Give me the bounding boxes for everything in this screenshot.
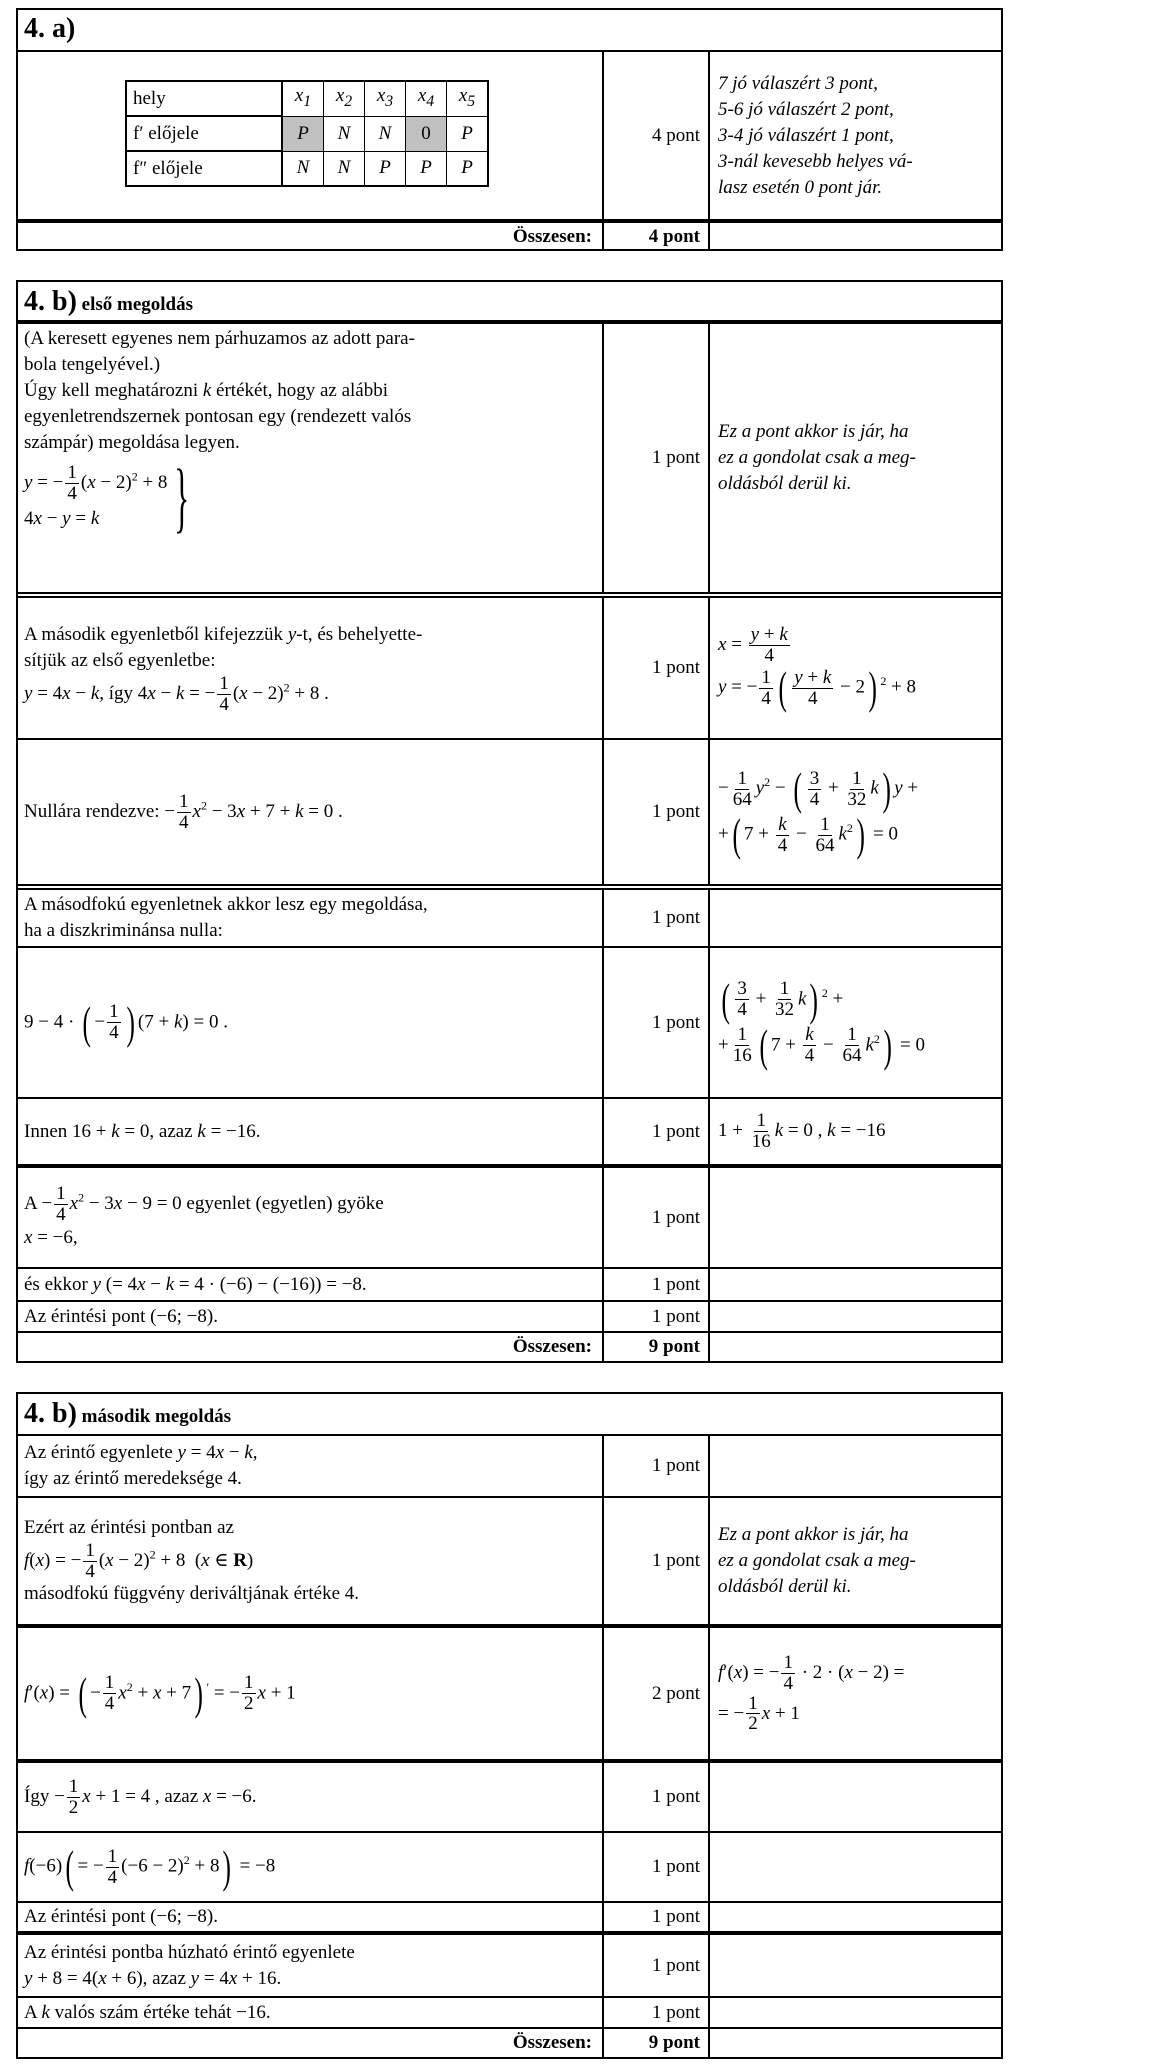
note-cell bbox=[710, 948, 1001, 1097]
points-cell: 1 pont bbox=[602, 740, 710, 884]
solution-cell bbox=[18, 1763, 602, 1831]
note-cell bbox=[710, 1833, 1001, 1901]
text-line: ha a diszkriminánsa nulla: bbox=[24, 920, 223, 941]
sign-cell: P bbox=[447, 116, 489, 151]
note-line: 5-6 jó válaszért 2 pont, bbox=[718, 98, 894, 120]
sign-cell: P bbox=[365, 151, 406, 186]
note-cell bbox=[710, 52, 1001, 219]
table-row bbox=[18, 1833, 1001, 1903]
section-title: 4. a) bbox=[24, 13, 76, 44]
equation-system bbox=[24, 453, 596, 540]
text-line: f(x) = − $\frac{1}{4}$ $(x - 2)^2 + 8$ (x ∈ R) bbox=[24, 1539, 254, 1582]
note-cell bbox=[710, 1628, 1001, 1759]
note-line: oldásból derül ki. bbox=[718, 1576, 852, 1597]
table-row bbox=[18, 740, 1001, 890]
note-cell bbox=[710, 1269, 1001, 1300]
row-label: f″ előjele bbox=[126, 151, 282, 186]
solution-cell bbox=[18, 1498, 602, 1624]
note-line: 7 jó válaszért 3 pont, bbox=[718, 72, 878, 94]
table-row bbox=[18, 1903, 1001, 1935]
sign-table-row bbox=[126, 116, 488, 151]
note-cell bbox=[710, 324, 1001, 592]
note-line: Ez a pont akkor is jár, ha bbox=[718, 421, 909, 442]
text-line: A másodfokú egyenletnek akkor lesz egy megoldása, bbox=[24, 894, 428, 915]
text-line: Az érintő egyenlete y = 4x − k, bbox=[24, 1442, 258, 1463]
note-equation: f′(x) = − $\frac{1}{4}$ · 2 · (x − 2) = bbox=[718, 1651, 905, 1694]
total-points: 9 pont bbox=[602, 1333, 710, 1361]
table-row bbox=[18, 598, 1001, 740]
note-line: 3-4 jó válaszért 1 pont, bbox=[718, 124, 894, 146]
note-line: 3-nál kevesebb helyes vá- bbox=[718, 150, 913, 172]
points-cell: 4 pont bbox=[602, 52, 710, 219]
note-cell bbox=[710, 1302, 1001, 1331]
note-line: oldásból derül ki. bbox=[718, 473, 852, 494]
note-cell bbox=[710, 890, 1001, 946]
points-cell: 1 pont bbox=[602, 1099, 710, 1164]
solution-cell bbox=[18, 52, 602, 219]
sign-cell: P bbox=[282, 116, 324, 151]
sign-table-row bbox=[126, 151, 488, 186]
sign-cell: P bbox=[447, 151, 489, 186]
text-line: Úgy kell meghatározni k értékét, hogy az alábbi bbox=[24, 380, 389, 401]
points-cell: 1 pont bbox=[602, 1436, 710, 1496]
solution-cell bbox=[18, 1302, 602, 1331]
row-label: f′ előjele bbox=[126, 116, 282, 151]
table-row bbox=[18, 948, 1001, 1099]
text-line: f(−6)( = − $\frac{1}{4}$ $(-6 - 2)^2 + 8) = -8$ bbox=[24, 1841, 276, 1892]
note-equation: + $\frac{1}{16}$ ( 7 + $\frac{k}{4}$ − $\frac{1}{64}$ $k^2) = 0$ bbox=[718, 1019, 925, 1071]
sign-table-header: $x_2$ bbox=[324, 81, 365, 116]
table-row bbox=[18, 1436, 1001, 1498]
note-cell bbox=[710, 1998, 1001, 2027]
section-subtitle: első megoldás bbox=[81, 294, 194, 315]
note-cell bbox=[710, 1168, 1001, 1267]
solution-cell bbox=[18, 324, 602, 592]
points-cell: 1 pont bbox=[602, 1269, 710, 1300]
equation: 4x − y = k bbox=[24, 508, 100, 530]
note-equation: x = $\frac{y + k}{4}$ bbox=[718, 623, 788, 666]
points-cell: 1 pont bbox=[602, 1833, 710, 1901]
total-row bbox=[18, 1333, 1001, 1361]
text-line: számpár) megoldása legyen. bbox=[24, 432, 240, 453]
sign-cell: N bbox=[324, 116, 365, 151]
solution-cell bbox=[18, 1903, 602, 1931]
text-line: A − $\frac{1}{4}$ $x^2 - 3x - 9 = 0$ egyenlet (egyetlen) gyöke bbox=[24, 1183, 384, 1225]
note-equation: 1 + $\frac{1}{16}$ k = 0 , k = −16 bbox=[718, 1110, 886, 1152]
brace-icon: } bbox=[174, 453, 190, 540]
text-line: Innen 16 + k = 0, azaz k = −16. bbox=[24, 1120, 261, 1142]
note-equation: +( 7 + $\frac{k}{4}$ − $\frac{1}{64}$ $k^2) = 0$ bbox=[718, 809, 898, 860]
table-row bbox=[18, 1269, 1001, 1302]
points-cell: 1 pont bbox=[602, 1168, 710, 1267]
points-cell: 1 pont bbox=[602, 1903, 710, 1931]
section-header bbox=[18, 1394, 1001, 1436]
points-cell: 1 pont bbox=[602, 1763, 710, 1831]
note-cell bbox=[710, 223, 1001, 251]
sign-table-header: $x_3$ bbox=[365, 81, 406, 116]
sign-cell: N bbox=[282, 151, 324, 186]
text-line: egyenletrendszernek pontosan egy (rendezett valós bbox=[24, 406, 412, 427]
sign-table-header: $x_5$ bbox=[447, 81, 489, 116]
text-line: x = −6, bbox=[24, 1226, 78, 1248]
solution-cell bbox=[18, 1168, 602, 1267]
points-cell: 1 pont bbox=[602, 1498, 710, 1624]
section-4a bbox=[16, 8, 1003, 251]
note-cell bbox=[710, 740, 1001, 884]
text-line: és ekkor y (= 4x − k = 4 · (−6) − (−16)) = −8. bbox=[24, 1273, 367, 1295]
table-row bbox=[18, 1099, 1001, 1168]
text-line: másodfokú függvény deriváltjának értéke 4. bbox=[24, 1583, 360, 1605]
section-4b-first bbox=[16, 280, 1003, 1363]
sign-cell: N bbox=[365, 116, 406, 151]
note-cell bbox=[710, 1333, 1001, 1361]
sign-table-header: $x_1$ bbox=[282, 81, 324, 116]
section-4b-second bbox=[16, 1392, 1003, 2059]
note-line: lasz esetén 0 pont jár. bbox=[718, 176, 883, 198]
solution-cell bbox=[18, 1935, 602, 1996]
solution-cell bbox=[18, 1269, 602, 1300]
total-label: Összesen: bbox=[512, 226, 592, 247]
text-line: y + 8 = 4(x + 6), azaz y = 4x + 16. bbox=[24, 1967, 282, 1989]
sign-cell: N bbox=[324, 151, 365, 186]
section-subtitle: második megoldás bbox=[81, 1406, 232, 1427]
table-row bbox=[18, 1628, 1001, 1763]
solution-cell bbox=[18, 1628, 602, 1759]
text-line: így az érintő meredeksége 4. bbox=[24, 1468, 242, 1489]
section-header bbox=[18, 282, 1001, 324]
text-line: f′(x) = ( − $\frac{1}{4}$ $x^2 + x + 7$) ′ = − $\frac{1}{2}$ x + 1 bbox=[24, 1667, 296, 1719]
points-cell: 1 pont bbox=[602, 598, 710, 738]
text-line: Így − $\frac{1}{2}$ x + 1 = 4 , azaz x = −6. bbox=[24, 1775, 257, 1818]
note-cell bbox=[710, 1436, 1001, 1496]
section-header bbox=[18, 10, 1001, 52]
solution-cell bbox=[18, 1436, 602, 1496]
text-line: Nullára rendezve: − $\frac{1}{4}$ $x^2 - 3x + 7 + k = 0$ . bbox=[24, 790, 343, 833]
points-cell: 1 pont bbox=[602, 324, 710, 592]
solution-cell bbox=[18, 598, 602, 738]
solution-cell bbox=[18, 948, 602, 1097]
note-cell bbox=[710, 1903, 1001, 1931]
table-row bbox=[18, 1935, 1001, 1998]
note-equation: y = − $\frac{1}{4}$ ( $\frac{y + k}{4}$ − 2) $^2$ + 8 bbox=[718, 662, 917, 714]
table-row bbox=[18, 1302, 1001, 1333]
sign-table-header: hely bbox=[126, 81, 282, 116]
solution-cell bbox=[18, 1099, 602, 1164]
total-label: Összesen: bbox=[512, 1336, 592, 1357]
note-cell bbox=[710, 1099, 1001, 1164]
text-line: 9 − 4 · ( − $\frac{1}{4}$ ) (7 + k) = 0 . bbox=[24, 996, 228, 1048]
note-line: Ez a pont akkor is jár, ha bbox=[718, 1524, 909, 1545]
text-line: sítjük az első egyenletbe: bbox=[24, 649, 216, 671]
points-cell: 1 pont bbox=[602, 948, 710, 1097]
sign-cell: P bbox=[406, 151, 447, 186]
sign-table-header-row bbox=[126, 81, 488, 116]
section-title: 4. b) bbox=[24, 1398, 77, 1429]
text-line: y = 4x − k, így 4x − k = − $\frac{1}{4}$ $(x - 2)^2 + 8$ . bbox=[24, 672, 329, 715]
solution-cell bbox=[18, 890, 602, 946]
points-cell: 1 pont bbox=[602, 1935, 710, 1996]
table-row bbox=[18, 1763, 1001, 1833]
note-equation: ( $\frac{3}{4}$ + $\frac{1}{32}$ k) $^2$ + bbox=[721, 973, 844, 1025]
solution-cell bbox=[18, 740, 602, 884]
note-cell bbox=[710, 1763, 1001, 1831]
total-row bbox=[18, 2029, 1001, 2057]
section-title: 4. b) bbox=[24, 286, 77, 317]
total-points: 9 pont bbox=[602, 2029, 710, 2057]
solution-cell bbox=[18, 1998, 602, 2027]
table-row bbox=[18, 1168, 1001, 1269]
note-equation: = − $\frac{1}{2}$ x + 1 bbox=[718, 1692, 800, 1735]
note-cell bbox=[710, 1935, 1001, 1996]
note-cell bbox=[710, 598, 1001, 738]
text-line: A második egyenletből kifejezzük y-t, és behelyette- bbox=[24, 623, 423, 645]
text-line: Az érintési pont (−6; −8). bbox=[24, 1305, 218, 1327]
points-cell: 1 pont bbox=[602, 890, 710, 946]
note-line: ez a gondolat csak a meg- bbox=[718, 447, 916, 468]
note-line: ez a gondolat csak a meg- bbox=[718, 1550, 916, 1571]
note-cell bbox=[710, 2029, 1001, 2057]
solution-cell bbox=[18, 1833, 602, 1901]
points-cell: 2 pont bbox=[602, 1628, 710, 1759]
total-points: 4 pont bbox=[602, 223, 710, 251]
text-line: Ezért az érintési pontban az bbox=[24, 1516, 234, 1538]
note-equation: − $\frac{1}{64}$ $y^2$ − ( $\frac{3}{4}$ + $\frac{1}{32}$ k) y + bbox=[718, 763, 919, 814]
note-cell bbox=[710, 1498, 1001, 1624]
points-cell: 1 pont bbox=[602, 1302, 710, 1331]
text-line: Az érintési pont (−6; −8). bbox=[24, 1906, 218, 1927]
table-row bbox=[18, 324, 1001, 598]
table-row bbox=[18, 1498, 1001, 1628]
text-line: A k valós szám értéke tehát −16. bbox=[24, 2001, 271, 2023]
total-row bbox=[18, 223, 1001, 251]
sign-table-header: $x_4$ bbox=[406, 81, 447, 116]
table-row bbox=[18, 1998, 1001, 2029]
table-row bbox=[18, 52, 1001, 223]
sign-table bbox=[125, 80, 489, 187]
equation-lines bbox=[24, 463, 167, 531]
total-label: Összesen: bbox=[512, 2032, 592, 2053]
text-line: bola tengelyével.) bbox=[24, 354, 161, 375]
points-cell: 1 pont bbox=[602, 1998, 710, 2027]
sign-cell: 0 bbox=[406, 116, 447, 151]
text-line: Az érintési pontba húzható érintő egyenlete bbox=[24, 1941, 355, 1963]
text-line: (A keresett egyenes nem párhuzamos az adott para- bbox=[24, 328, 415, 349]
equation: y = − $\frac{1}{4}$ $(x - 2)^2 + 8$ bbox=[24, 462, 168, 505]
table-row bbox=[18, 890, 1001, 948]
